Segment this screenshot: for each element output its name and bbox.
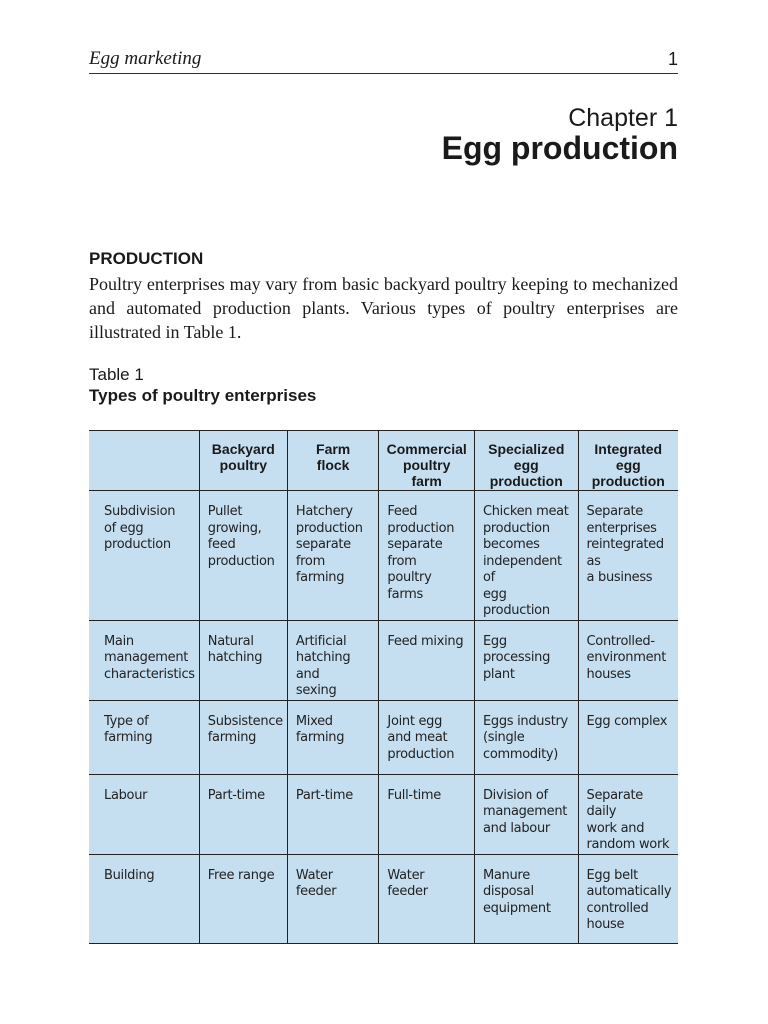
table-row [89,620,678,700]
column-header: Integrated egg production [591,441,665,489]
table-label: Table 1 [89,365,144,384]
table-cell: Controlled- environment houses [586,633,667,682]
table-cell: Free range [199,854,287,943]
running-title: Egg marketing [89,48,202,69]
table-row [89,854,678,943]
row-header-cell: Labour [89,774,199,854]
table-cell: Part-time [199,774,287,854]
row-header-cell: Main management characteristics [89,620,199,700]
table-caption: Types of poultry enterprises [89,386,317,405]
table-row [89,491,678,621]
column-header: Commercial poultry farm [379,431,475,491]
table-cell: Joint egg and meat production [379,700,475,774]
row-header-cell: Type of farming [89,700,199,774]
table-cell: Part-time [287,774,379,854]
table-cell: Egg processing plant [474,620,578,700]
table-cell: Subsistence farming [199,700,287,774]
table-cell: Eggs industry (single commodity) [474,700,578,774]
table-cell: Manure disposal equipment [474,854,578,943]
table-cell: Natural hatching [199,620,287,700]
body-paragraph: Poultry enterprises may vary from basic backyard poultry keeping to mechanized and automated production plants. Various types of poultry enterprises are illustrated in Table 1. [89,274,678,342]
table-cell: Water feeder [287,854,379,943]
table-cell: Pullet growing, feed production [199,491,287,621]
table-header-row [89,431,678,491]
table-cell: Feed mixing [379,620,475,700]
table-cell: Water feeder [379,854,475,943]
table-cell: Division of management and labour [474,774,578,854]
chapter-title: Egg production [441,130,678,166]
table-cell: Separate daily work and random work [586,787,670,852]
column-header: Specialized egg production [474,431,578,491]
table-cell: Egg belt automatically controlled house [586,867,672,932]
running-header [89,50,678,74]
table-row [89,700,678,774]
enterprise-table [89,430,678,944]
chapter-label: Chapter 1 [568,104,678,132]
table-row [89,774,678,854]
section-heading: PRODUCTION [89,249,204,268]
table-cell: Egg complex [586,713,668,729]
table-cell: Chicken meat production becomes independent of egg production [474,491,578,621]
table-cell: Mixed farming [287,700,379,774]
table-cell: Feed production separate from poultry farms [379,491,475,621]
row-header-cell: Subdivision of egg production [89,491,199,621]
page-number: 1 [667,49,678,69]
row-header-cell: Building [89,854,199,943]
table-cell: Separate enterprises reintegrated as a business [586,504,664,585]
table-cell: Full-time [379,774,475,854]
column-header [89,431,199,491]
table-cell: Hatchery production separate from farming [287,491,379,621]
column-header: Farm flock [287,431,379,491]
column-header: Backyard poultry [199,431,287,491]
table-cell: Artificial hatching and sexing [287,620,379,700]
